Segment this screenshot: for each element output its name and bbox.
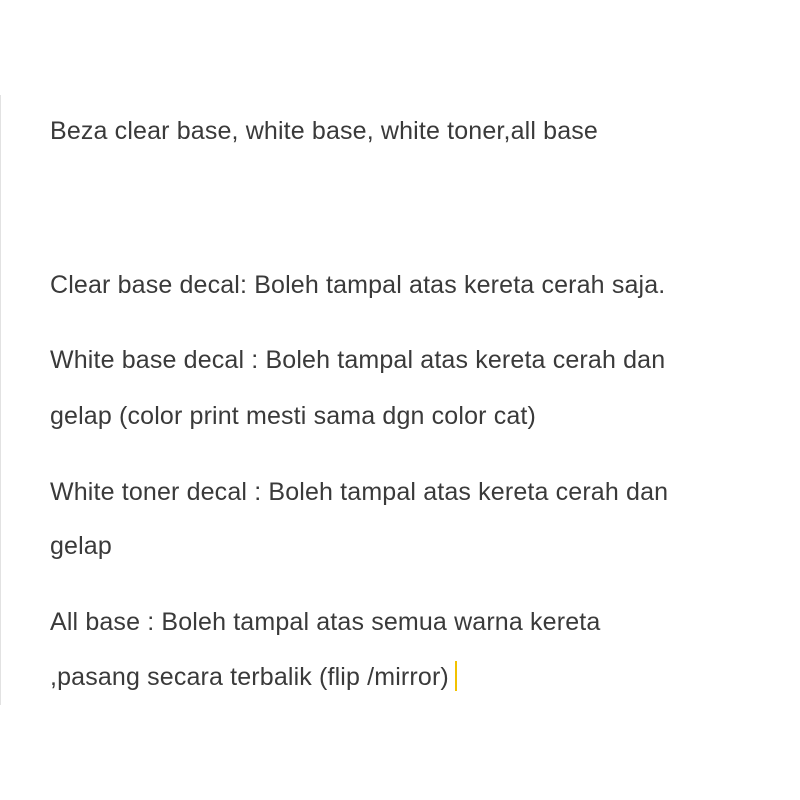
left-border bbox=[0, 95, 1, 705]
note-line-1: Beza clear base, white base, white toner,all base bbox=[50, 117, 598, 145]
note-line-4: gelap (color print mesti sama dgn color cat) bbox=[50, 402, 536, 430]
note-line-3: White base decal : Boleh tampal atas kereta cerah dan bbox=[50, 346, 666, 374]
text-cursor bbox=[455, 661, 457, 691]
note-line-5: White toner decal : Boleh tampal atas kereta cerah dan bbox=[50, 478, 669, 506]
note-line-6: gelap bbox=[50, 532, 112, 560]
note-line-8: ,pasang secara terbalik (flip /mirror) bbox=[50, 663, 449, 691]
note-line-7: All base : Boleh tampal atas semua warna kereta bbox=[50, 608, 601, 636]
note-line-2: Clear base decal: Boleh tampal atas kereta cerah saja. bbox=[50, 271, 666, 299]
note-line-8-wrapper bbox=[50, 661, 457, 692]
